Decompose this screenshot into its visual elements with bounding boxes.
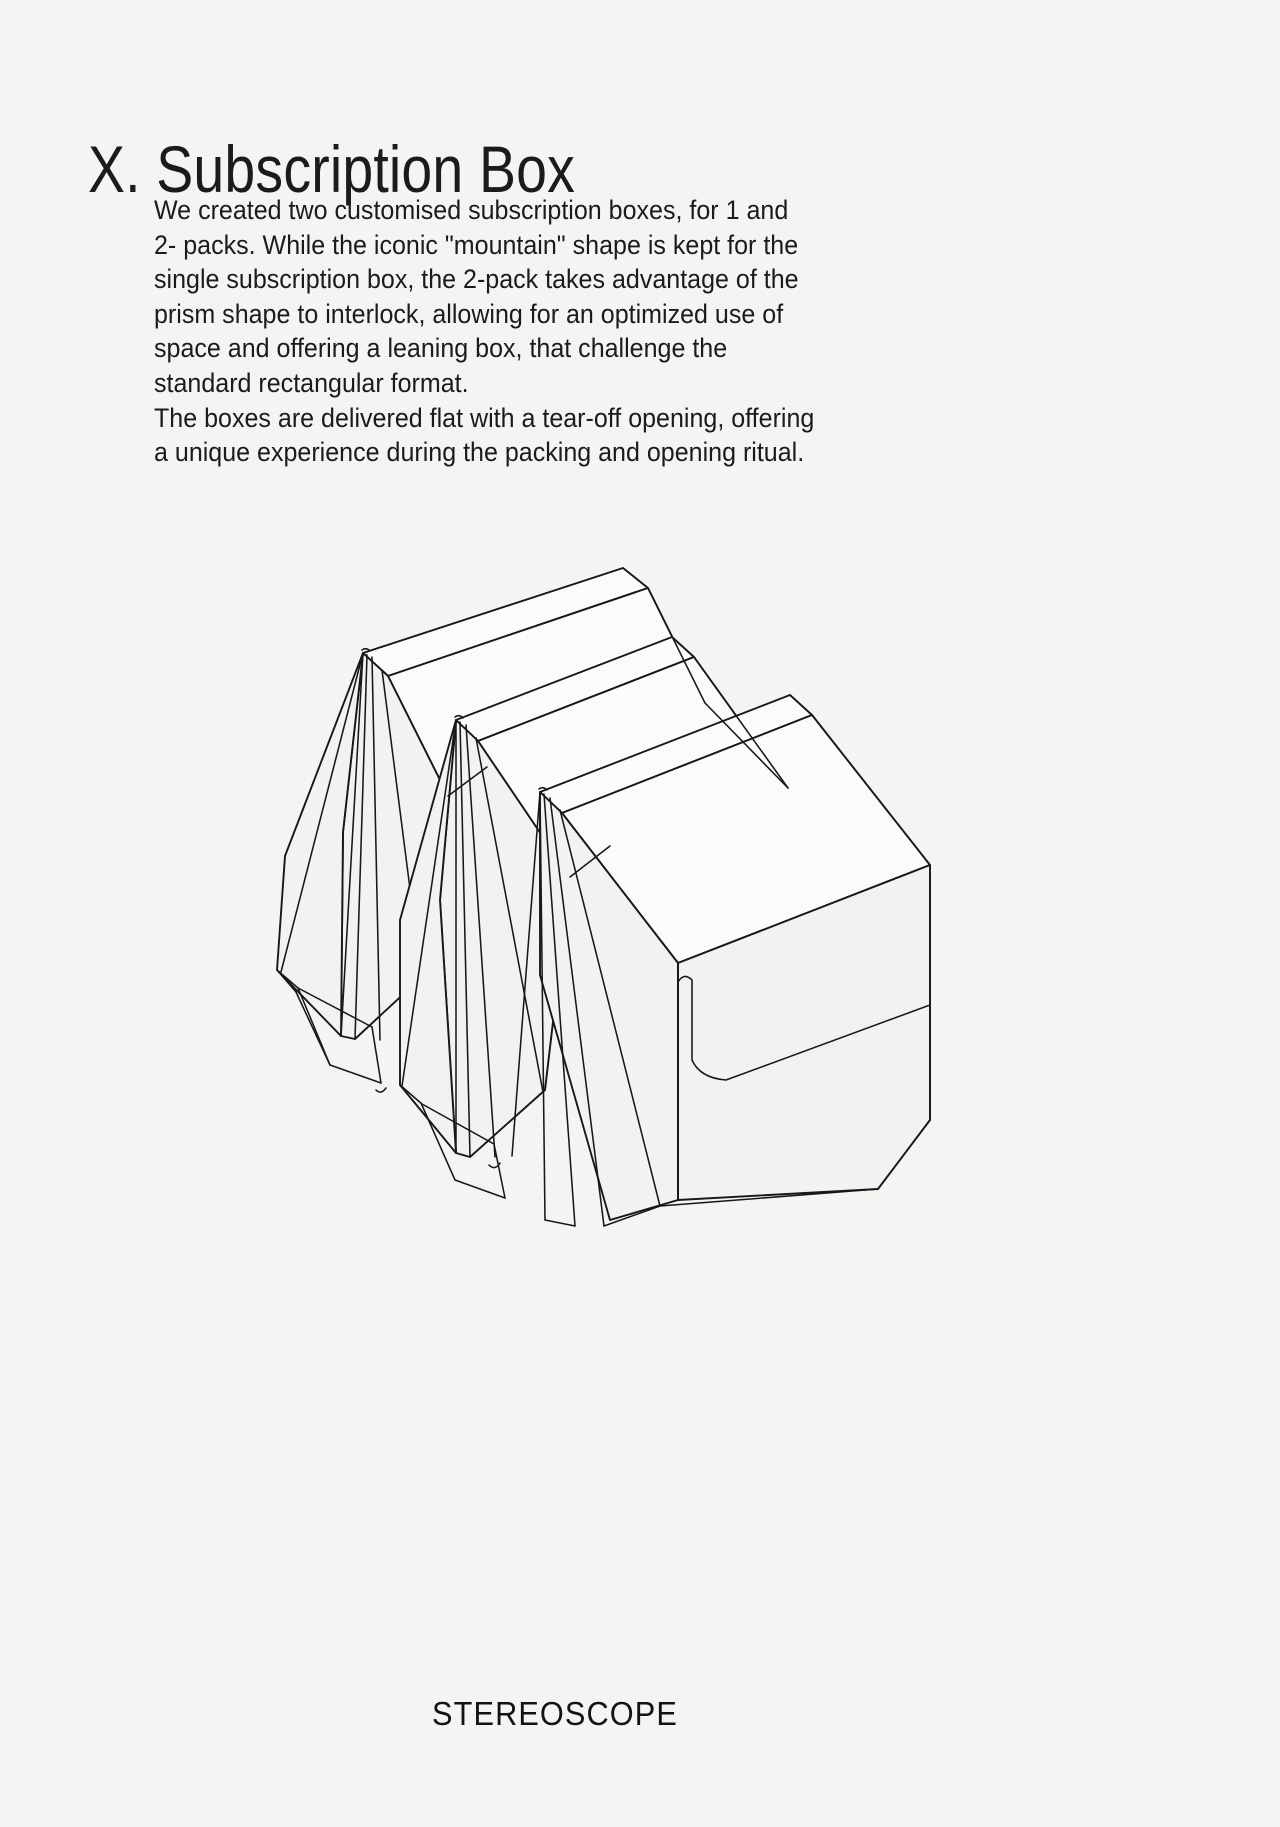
body-line-4: prism shape to interlock, allowing for an optimized use of — [154, 298, 784, 329]
subscription-box-line-drawing — [0, 520, 1280, 1280]
subscription-box-illustration — [0, 520, 1280, 1280]
box-1-bottom-curl — [376, 1088, 386, 1092]
body-line-7: The boxes are delivered flat with a tear-off opening, offering — [154, 402, 815, 433]
body-line-3: single subscription box, the 2-pack takes advantage of the — [154, 264, 799, 295]
footer-brand: STEREOSCOPE — [432, 1695, 678, 1732]
body-line-2: 2- packs. While the iconic "mountain" shape is kept for the — [154, 229, 799, 260]
page-title: X. Subscription Box — [88, 132, 576, 207]
body-copy — [154, 193, 967, 470]
box-3-base-left — [545, 1220, 575, 1226]
box-2-base-edge-right — [494, 1144, 505, 1198]
body-line-6: standard rectangular format. — [154, 367, 469, 398]
body-line-8: a unique experience during the packing and opening ritual. — [154, 437, 805, 468]
body-line-5: space and offering a leaning box, that challenge the — [154, 333, 728, 364]
body-line-1: We created two customised subscription boxes, for 1 and — [154, 195, 789, 225]
box-1-apex-curl — [362, 649, 370, 651]
